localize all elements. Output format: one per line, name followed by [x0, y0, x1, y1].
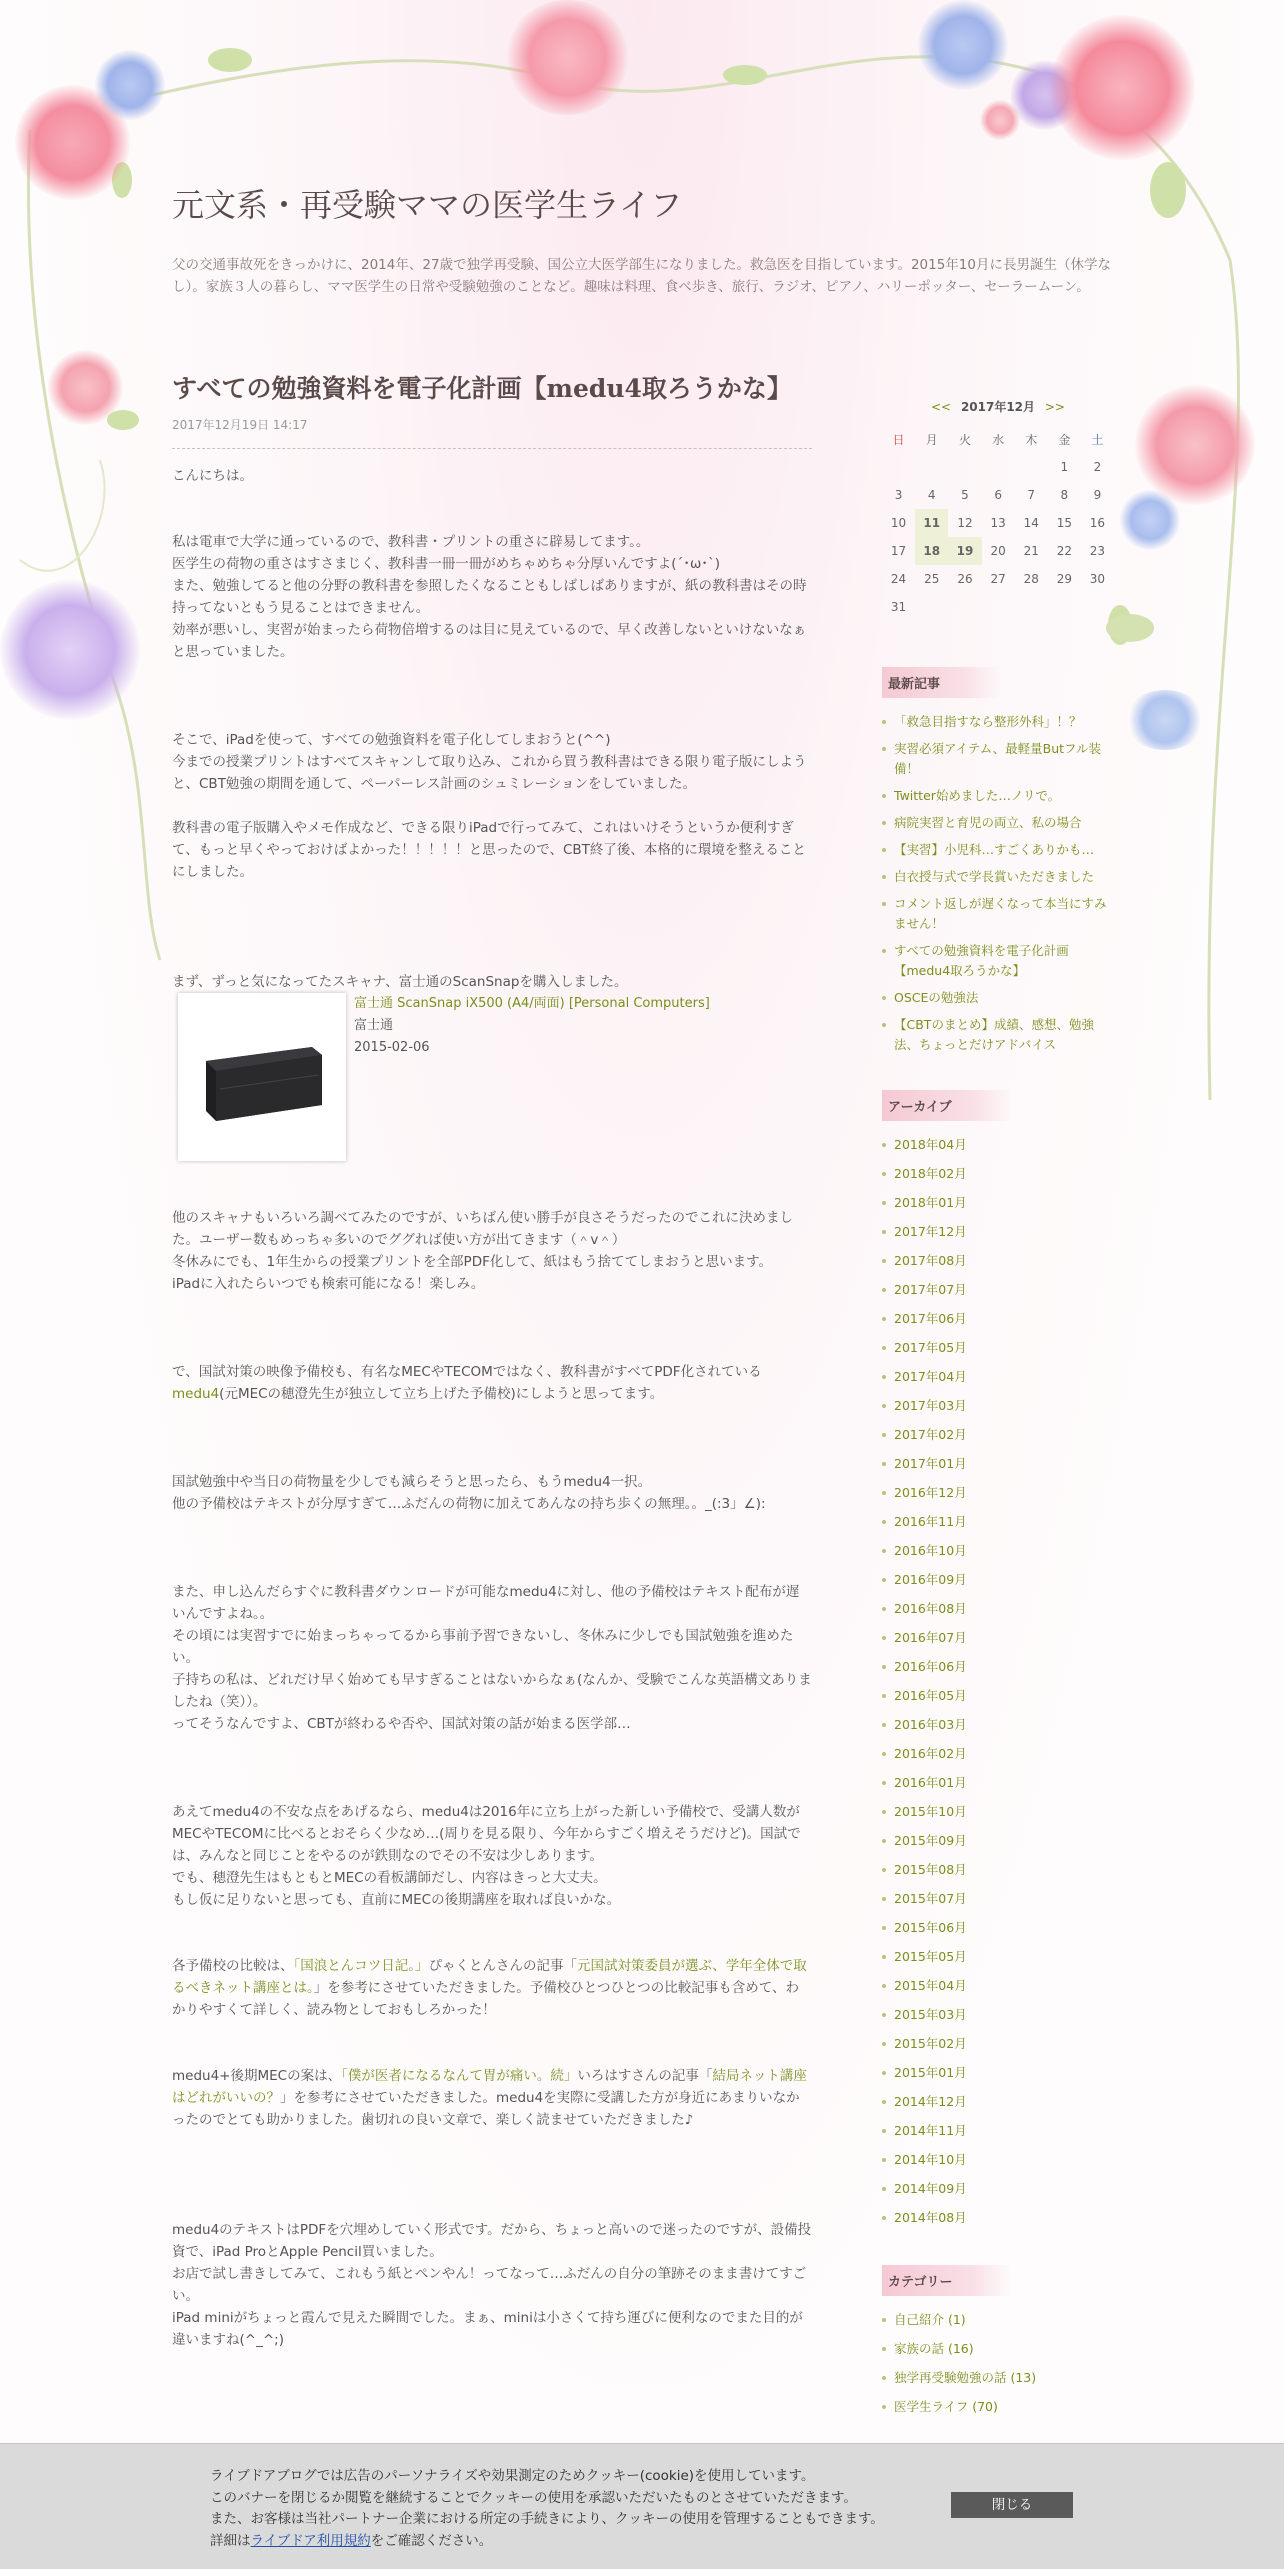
calendar-day: 27 — [990, 572, 1006, 586]
archive-month-link[interactable]: 2014年12月 — [882, 2092, 1114, 2112]
archive-month-link[interactable]: 2017年05月 — [882, 1338, 1114, 1358]
archive-month-link[interactable]: 2015年02月 — [882, 2034, 1114, 2054]
text-span: をご確認ください。 — [370, 2532, 493, 2549]
product-info — [354, 993, 710, 1059]
recent-post-link[interactable]: 病院実習と育児の両立、私の場合 — [882, 813, 1114, 833]
calendar-day-link[interactable]: 11 — [915, 509, 948, 537]
calendar-day: 21 — [1023, 544, 1039, 558]
scanner-icon — [200, 1039, 326, 1123]
cookie-line: また、お客様は当社パートナー企業における所定の手続きにより、クッキーの使用を管理することもできます。 — [210, 2511, 884, 2527]
archive-month-link[interactable]: 2017年07月 — [882, 1280, 1114, 1300]
archive-month-link[interactable]: 2017年06月 — [882, 1309, 1114, 1329]
calendar-week — [882, 537, 1114, 565]
recent-posts-title: 最新記事 — [882, 667, 1000, 698]
calendar-day: 4 — [927, 488, 936, 502]
cookie-line: ライブドアブログでは広告のパーソナライズや効果測定のためクッキー(cookie)を使用しています。 — [210, 2468, 815, 2484]
text-span: 」を参考にさせていただきました。予備校ひとつひとつの比較記事も含めて、わかりやすくて詳しく、読み物としておもしろかった！ — [172, 1980, 799, 2018]
text-span: 」を参考にさせていただきました。medu4を実際に受講した方が身近にあまりいなかったのでとても助かりました。歯切れの良い文章で、楽しく読ませていただきました♪ — [172, 2090, 800, 2128]
archive-month-link[interactable]: 2015年05月 — [882, 1947, 1114, 1967]
calendar-day: 30 — [1089, 572, 1106, 586]
recent-post-link[interactable]: 「救急目指すなら整形外科」！？ — [882, 712, 1114, 732]
calendar-prev-link[interactable]: << — [931, 400, 952, 414]
calendar-week — [882, 565, 1114, 593]
calendar-day: 5 — [961, 488, 969, 502]
site-title[interactable]: 元文系・再受験ママの医学生ライフ — [172, 186, 683, 224]
calendar-day: 15 — [1056, 516, 1072, 530]
medu4-link[interactable]: medu4 — [172, 1386, 220, 1402]
archive-month-link[interactable]: 2015年09月 — [882, 1831, 1114, 1851]
calendar-week — [882, 593, 1114, 621]
archive-month-link[interactable]: 2017年03月 — [882, 1396, 1114, 1416]
archive-list — [882, 1135, 1114, 2228]
recent-post-link[interactable]: すべての勉強資料を電子化計画【medu4取ろうかな】 — [882, 941, 1114, 981]
calendar-day: 12 — [957, 516, 973, 530]
calendar-day: 2 — [1093, 460, 1102, 474]
post-date: 2017年12月19日 14:17 — [172, 414, 812, 449]
post-paragraph: 他のスキャナもいろいろ調べてみたのですが、いちばん使い勝手が良さそうだったのでこれに決めました。ユーザー数もめっちゃ多いのでググれば使い方が出てきます（＾v＾） 冬休みにでも、1年生からの授業プリントを全部PDF化して、紙はもう捨ててしまおうと思います。 iPadに入れたらいつでも検索可能になる！楽しみ。 — [172, 1210, 793, 1292]
post-paragraph: 国試勉強中や当日の荷物量を少しでも減らそうと思ったら、もうmedu4一択。 他の予備校はテキストが分厚すぎて…ふだんの荷物に加えてあんなの持ち歩くの無理。。_(:3」∠): — [172, 1474, 766, 1512]
terms-link[interactable]: ライブドア利用規約 — [250, 2532, 371, 2549]
archive-month-link[interactable]: 2018年04月 — [882, 1135, 1114, 1155]
category-title: カテゴリー — [882, 2265, 1012, 2296]
archive-title: アーカイブ — [882, 1090, 1012, 1121]
post-paragraph: あえてmedu4の不安な点をあげるなら、medu4は2016年に立ち上がった新しい予備校で、受講人数がMECやTECOMに比べるとおそらく少なめ…(周りを見る限り、今年からすごく増えそうだけど)。国試では、みんなと同じことをやるのが鉄則なのでその不安は少しあります。 でも、穂澄先生はもともとMECの看板講師だし、内容はきっと大丈夫。 もし仮に足りないと思っても、直前にMECの後期講座を取れば良いかな。 — [172, 1804, 801, 1908]
archive-month-link[interactable]: 2018年02月 — [882, 1164, 1114, 1184]
weekday-label: 月 — [925, 432, 938, 447]
calendar-next-link[interactable]: >> — [1044, 400, 1065, 414]
archive-month-link[interactable]: 2014年10月 — [882, 2150, 1114, 2170]
recent-post-link[interactable]: 白衣授与式で学長賞いただきました — [882, 867, 1114, 887]
post-paragraph: まず、ずっと気になってたスキャナ、富士通のScanSnapを購入しました。 — [172, 974, 628, 990]
calendar-day: 1 — [1060, 460, 1069, 474]
blog-link-kokuro[interactable]: 「国浪とんコツ日記。」 — [293, 1958, 429, 1974]
recent-post-link[interactable]: 実習必須アイテム、最軽量Butフル装備！ — [882, 739, 1114, 779]
calendar-header — [882, 398, 1114, 415]
calendar-day — [982, 593, 1015, 621]
site-description: 父の交通事故死をきっかけに、2014年、27歳で独学再受験、国公立大医学部生になりました。救急医を目指しています。2015年10月に長男誕生（休学なし）。家族３人の暮らし、ママ医学生の日常や受験勉強のことなど。趣味は料理、食べ歩き、旅行、ラジオ、ピアノ、ハリーポッター、セーラームーン。 — [172, 257, 1111, 295]
calendar-day: 6 — [994, 488, 1002, 502]
calendar-day: 10 — [890, 516, 907, 530]
archive-month-link[interactable]: 2016年11月 — [882, 1512, 1114, 1532]
archive-month-link[interactable]: 2016年01月 — [882, 1773, 1114, 1793]
archive-month-link[interactable]: 2017年08月 — [882, 1251, 1114, 1271]
product-maker: 富士通 — [354, 1018, 394, 1033]
calendar-day — [982, 453, 1015, 481]
sidebar — [882, 398, 1114, 2426]
calendar-day: 14 — [1023, 516, 1039, 530]
cookie-line: このバナーを閉じるか閲覧を継続することでクッキーの使用を承認いただいたものとさせていただきます。 — [210, 2489, 857, 2506]
calendar-month: 2017年12月 — [960, 400, 1036, 414]
category-link[interactable]: 自己紹介 (1) — [882, 2310, 1114, 2330]
archive-month-link[interactable]: 2016年12月 — [882, 1483, 1114, 1503]
calendar-day: 24 — [890, 572, 907, 586]
post-paragraph — [172, 1361, 812, 1405]
close-button[interactable]: 閉じる — [951, 2492, 1073, 2518]
calendar-day: 20 — [990, 544, 1006, 558]
recent-posts-list — [882, 712, 1114, 1055]
text-span: いろはすさんの記事「 — [577, 2068, 713, 2084]
post-paragraph: medu4のテキストはPDFを穴埋めしていく形式です。だから、ちょっと高いので迷ったのですが、設備投資で、iPad ProとApple Pencil買いました。 お店で試し書きしてみて、これもう紙とペンやん！ってなって…ふだんの自分の筆跡そのまま書けてすごい。 iPad miniがちょっと霞んで見えた瞬間でした。まぁ、miniは小さくて持ち運びに便利なのでまた目的が違いますね(^_^;) — [172, 2222, 812, 2348]
archive-month-link[interactable]: 2014年09月 — [882, 2179, 1114, 2199]
calendar-day: 3 — [894, 488, 903, 502]
post-paragraph: 私は電車で大学に通っているので、教科書・プリントの重さに辟易してます。。 医学生の荷物の重さはすさまじく、教科書一冊一冊がめちゃめちゃ分厚いんですよ(´･ω･`) また、勉強してると他の分野の教科書を参照したくなることもしばしばありますが、紙の教科書はその時持ってないともう見ることはできません。 効率が悪いし、実習が始まったら荷物倍増するのは目に見えているので、早く改善しないといけないなぁと思っていました。 — [172, 534, 807, 660]
archive-month-link[interactable]: 2015年07月 — [882, 1889, 1114, 1909]
text-span: medu4+後期MECの案は、 — [172, 2068, 342, 2084]
category-list — [882, 2310, 1114, 2417]
text-span: ぴゃくとんさんの記事「 — [428, 1958, 577, 1974]
post-paragraph — [172, 1955, 812, 2021]
archive-month-link[interactable]: 2015年01月 — [882, 2063, 1114, 2083]
calendar-day: 9 — [1093, 488, 1102, 502]
calendar-day: 26 — [957, 572, 973, 586]
calendar-week — [882, 453, 1114, 481]
text-span: 詳細は — [210, 2532, 251, 2549]
recent-post-link[interactable]: OSCEの勉強法 — [882, 988, 1114, 1008]
recent-post-link[interactable]: コメント返しが遅くなって本当にすみません！ — [882, 894, 1114, 934]
blog-link-iga-itai[interactable]: 「僕が医者になるなんて胃が痛い。続」 — [341, 2068, 578, 2084]
text-span: (元MECの穂澄先生が独立して立ち上げた予備校)にしようと思ってます。 — [219, 1386, 664, 1402]
calendar-day: 29 — [1056, 572, 1072, 586]
article-link-net-course[interactable]: 元国試対策委員が選ぶ、学年全体で取るべきネット講座とは。 — [172, 1958, 807, 1996]
calendar-day: 17 — [890, 544, 907, 558]
post-paragraph: そこで、iPadを使って、すべての勉強資料を電子化してしまおうと(^^) 今までの授業プリントはすべてスキャンして取り込み、これから買う教科書はできる限り電子版にしようと、CBT勉強の期間を通して、ペーパーレス計画のシュミレーションをしていました。 — [172, 732, 807, 792]
archive-month-link[interactable]: 2014年08月 — [882, 2208, 1114, 2228]
archive-month-link[interactable]: 2017年02月 — [882, 1425, 1114, 1445]
weekday-label: 金 — [1058, 432, 1071, 447]
calendar — [882, 425, 1114, 621]
post-paragraph — [172, 2065, 812, 2131]
archive-month-link[interactable]: 2015年06月 — [882, 1918, 1114, 1938]
archive-month-link[interactable]: 2016年06月 — [882, 1657, 1114, 1677]
weekday-label: 土 — [1091, 432, 1104, 447]
category-link[interactable]: 家族の話 (16) — [882, 2339, 1114, 2359]
calendar-week — [882, 509, 1114, 537]
recent-post-link[interactable]: 【CBTのまとめ】成績、感想、勉強法、ちょっとだけアドバイス — [882, 1015, 1114, 1055]
archive-month-link[interactable]: 2016年08月 — [882, 1599, 1114, 1619]
calendar-day: 13 — [990, 516, 1006, 530]
calendar-day: 16 — [1089, 516, 1106, 530]
archive-month-link[interactable]: 2017年01月 — [882, 1454, 1114, 1474]
cookie-message — [210, 2466, 884, 2552]
cookie-line — [210, 2531, 884, 2553]
calendar-day — [915, 593, 948, 621]
weekday-label: 日 — [892, 432, 905, 447]
archive-month-link[interactable]: 2018年01月 — [882, 1193, 1114, 1213]
text-span: で、国試対策の映像予備校も、有名なMECやTECOMではなく、教科書がすべてPDF化されている — [172, 1364, 762, 1380]
archive-month-link[interactable]: 2014年11月 — [882, 2121, 1114, 2141]
calendar-day: 28 — [1023, 572, 1039, 586]
calendar-day: 31 — [890, 600, 907, 614]
product-date: 2015-02-06 — [354, 1040, 430, 1055]
calendar-day — [915, 453, 948, 481]
post-title[interactable]: すべての勉強資料を電子化計画【medu4取ろうかな】 — [172, 374, 792, 403]
calendar-day — [948, 453, 981, 481]
weekday-label: 木 — [1025, 432, 1038, 447]
calendar-day: 8 — [1060, 488, 1069, 502]
product-link[interactable]: 富士通 ScanSnap iX500 (A4/両面) [Personal Computers] — [354, 996, 710, 1011]
archive-month-link[interactable]: 2016年09月 — [882, 1570, 1114, 1590]
product-card — [172, 993, 812, 1173]
text-span: 各予備校の比較は、 — [172, 1958, 294, 1974]
archive-month-link[interactable]: 2017年04月 — [882, 1367, 1114, 1387]
recent-post-link[interactable]: Twitter始めました…ノリで。 — [882, 786, 1114, 806]
weekday-label: 水 — [992, 432, 1005, 447]
category-link[interactable]: 医学生ライフ (70) — [882, 2397, 1114, 2417]
calendar-day — [1081, 593, 1114, 621]
weekday-label: 火 — [958, 432, 971, 447]
archive-month-link[interactable]: 2016年05月 — [882, 1686, 1114, 1706]
archive-month-link[interactable]: 2015年10月 — [882, 1802, 1114, 1822]
product-image[interactable] — [178, 993, 346, 1161]
archive-month-link[interactable]: 2015年04月 — [882, 1976, 1114, 1996]
calendar-day-link[interactable]: 18 — [915, 537, 948, 565]
calendar-day: 25 — [924, 572, 940, 586]
archive-month-link[interactable]: 2016年03月 — [882, 1715, 1114, 1735]
archive-month-link[interactable]: 2015年08月 — [882, 1860, 1114, 1880]
archive-month-link[interactable]: 2016年10月 — [882, 1541, 1114, 1561]
cookie-banner — [0, 2443, 1284, 2569]
archive-month-link[interactable]: 2017年12月 — [882, 1222, 1114, 1242]
post-paragraph: また、申し込んだらすぐに教科書ダウンロードが可能なmedu4に対し、他の予備校はテキスト配布が遅いんですよね。。 その頃には実習すでに始まっちゃってるから事前予習できないし、冬休みに少しでも国試勉強を進めたい。 子持ちの私は、どれだけ早く始めても早すぎることはないからなぁ(なんか、受験でこんな英語構文ありましたね（笑））。 ってそうなんですよ、CBTが終わるや否や、国試対策の話が始まる医学部… — [172, 1584, 812, 1732]
calendar-day — [948, 593, 981, 621]
archive-month-link[interactable]: 2016年07月 — [882, 1628, 1114, 1648]
calendar-day — [882, 453, 915, 481]
calendar-day: 22 — [1056, 544, 1072, 558]
recent-post-link[interactable]: 【実習】小児科…すごくありかも… — [882, 840, 1114, 860]
calendar-day — [1015, 593, 1048, 621]
calendar-day: 23 — [1089, 544, 1106, 558]
archive-month-link[interactable]: 2016年02月 — [882, 1744, 1114, 1764]
post-paragraph: こんにちは。 — [172, 468, 253, 484]
calendar-weekday-row — [882, 425, 1114, 453]
calendar-day — [1015, 453, 1048, 481]
article-link-which-course[interactable]: 結局ネット講座はどれがいいの？ — [172, 2068, 807, 2106]
archive-month-link[interactable]: 2015年03月 — [882, 2005, 1114, 2025]
calendar-day — [1048, 593, 1081, 621]
post-paragraph: 教科書の電子版購入やメモ作成など、できる限りiPadで行ってみて、これはいけそうというか便利すぎて、もっと早くやっておけばよかった！！！！！と思ったので、CBT終了後、本格的に環境を整えることにしました。 — [172, 820, 806, 880]
category-link[interactable]: 独学再受験勉強の話 (13) — [882, 2368, 1114, 2388]
calendar-week — [882, 481, 1114, 509]
calendar-day-link[interactable]: 19 — [948, 537, 981, 565]
calendar-day: 7 — [1027, 488, 1036, 502]
article — [172, 374, 812, 2351]
